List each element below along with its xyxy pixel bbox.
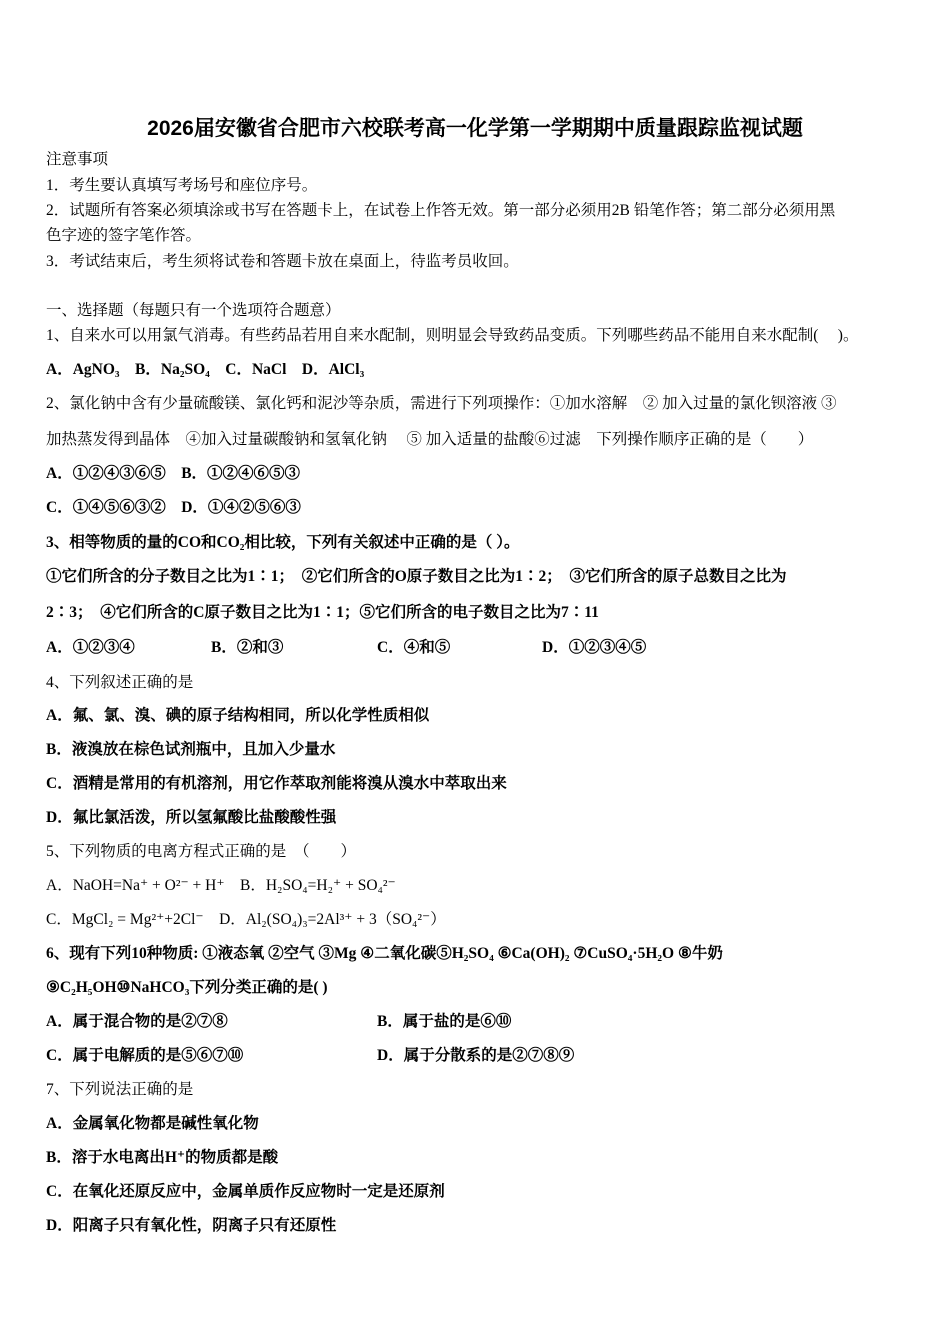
question-6-stem: 6、现有下列10种物质: ①液态氧 ②空气 ③Mg ④二氧化碳⑤H₂SO₄ ⑥Ca(OH)₂ ⑦CuSO₄·5H₂O ⑧牛奶 — [46, 945, 723, 962]
question-5-options: C．MgCl₂ = Mg²⁺+2Cl⁻ D．Al₂(SO₄)₃=2Al³⁺ + 3（SO₄²⁻） — [46, 911, 446, 928]
question-2-options: A．①②④③⑥⑤ B．①②④⑥⑤③ — [46, 465, 301, 482]
note-item: 1．考生要认真填写考场号和座位序号。 — [46, 177, 318, 194]
note-item: 3．考试结束后，考生须将试卷和答题卡放在桌面上，待监考员收回。 — [46, 253, 519, 270]
question-3-statement: ①它们所含的分子数目之比为1∶1； ②它们所含的O原子数目之比为1∶2； ③它们所含的原子总数目之比为 — [46, 568, 787, 585]
question-7-option: C．在氧化还原反应中，金属单质作反应物时一定是还原剂 — [46, 1183, 445, 1200]
question-3-option: A．①②③④ — [46, 639, 135, 656]
question-3-option: C．④和⑤ — [377, 639, 451, 656]
question-6-stem: ⑨C₂H₅OH⑩NaHCO₃下列分类正确的是( ) — [46, 979, 328, 996]
question-3-stem: 3、相等物质的量的CO和CO₂相比较，下列有关叙述中正确的是（ ）。 — [46, 534, 520, 551]
note-item: 2．试题所有答案必须填涂或书写在答题卡上，在试卷上作答无效。第一部分必须用2B 铅笔作答；第二部分必须用黑 — [46, 202, 836, 219]
question-1-stem: 1、自来水可以用氯气消毒。有些药品若用自来水配制，则明显会导致药品变质。下列哪些药品不能用自来水配制( )。 — [46, 327, 859, 344]
question-5-stem: 5、下列物质的电离方程式正确的是 （ ） — [46, 843, 357, 860]
question-7-option: A．金属氧化物都是碱性氧化物 — [46, 1115, 259, 1132]
question-6-option: B．属于盐的是⑥⑩ — [377, 1013, 512, 1030]
question-3-statement: 2∶3； ④它们所含的C原子数目之比为1∶1；⑤它们所含的电子数目之比为7∶11 — [46, 604, 599, 621]
question-5-options: A．NaOH=Na⁺ + O²⁻ + H⁺ B．H₂SO₄=H₂⁺ + SO₄²⁻ — [46, 877, 396, 894]
question-7-option: D．阳离子只有氧化性，阴离子只有还原性 — [46, 1217, 337, 1234]
question-4-option: B．液溴放在棕色试剂瓶中，且加入少量水 — [46, 741, 336, 758]
note-item: 色字迹的签字笔作答。 — [46, 227, 202, 244]
page-title: 2026届安徽省合肥市六校联考高一化学第一学期期中质量跟踪监视试题 — [147, 117, 803, 140]
question-7-stem: 7、下列说法正确的是 — [46, 1081, 194, 1098]
question-4-option: C．酒精是常用的有机溶剂，用它作萃取剂能将溴从溴水中萃取出来 — [46, 775, 507, 792]
question-3-option: D．①②③④⑤ — [542, 639, 647, 656]
question-6-option: C．属于电解质的是⑤⑥⑦⑩ — [46, 1047, 244, 1064]
notes-heading: 注意事项 — [46, 151, 109, 168]
question-6-option: D．属于分散系的是②⑦⑧⑨ — [377, 1047, 575, 1064]
question-4-stem: 4、下列叙述正确的是 — [46, 674, 194, 691]
question-6-option: A．属于混合物的是②⑦⑧ — [46, 1013, 228, 1030]
question-4-option: D．氟比氯活泼，所以氢氟酸比盐酸酸性强 — [46, 809, 337, 826]
question-4-option: A．氟、氯、溴、碘的原子结构相同，所以化学性质相似 — [46, 707, 430, 724]
question-2-stem: 2、氯化钠中含有少量硫酸镁、氯化钙和泥沙等杂质，需进行下列项操作：①加水溶解 ② 加入过量的氯化钡溶液 ③ — [46, 395, 837, 412]
question-3-option: B．②和③ — [211, 639, 284, 656]
question-1-options: A．AgNO₃ B．Na₂SO₄ C．NaCl D．AlCl₃ — [46, 361, 365, 378]
question-2-options: C．①④⑤⑥③② D．①④②⑤⑥③ — [46, 499, 301, 516]
section-heading: 一、选择题（每题只有一个选项符合题意） — [46, 302, 341, 319]
question-2-stem: 加热蒸发得到晶体 ④加入过量碳酸钠和氢氧化钠 ⑤ 加入适量的盐酸⑥过滤 下列操作顺序正确的是（ ） — [46, 431, 814, 448]
question-7-option: B．溶于水电离出H⁺的物质都是酸 — [46, 1149, 279, 1166]
